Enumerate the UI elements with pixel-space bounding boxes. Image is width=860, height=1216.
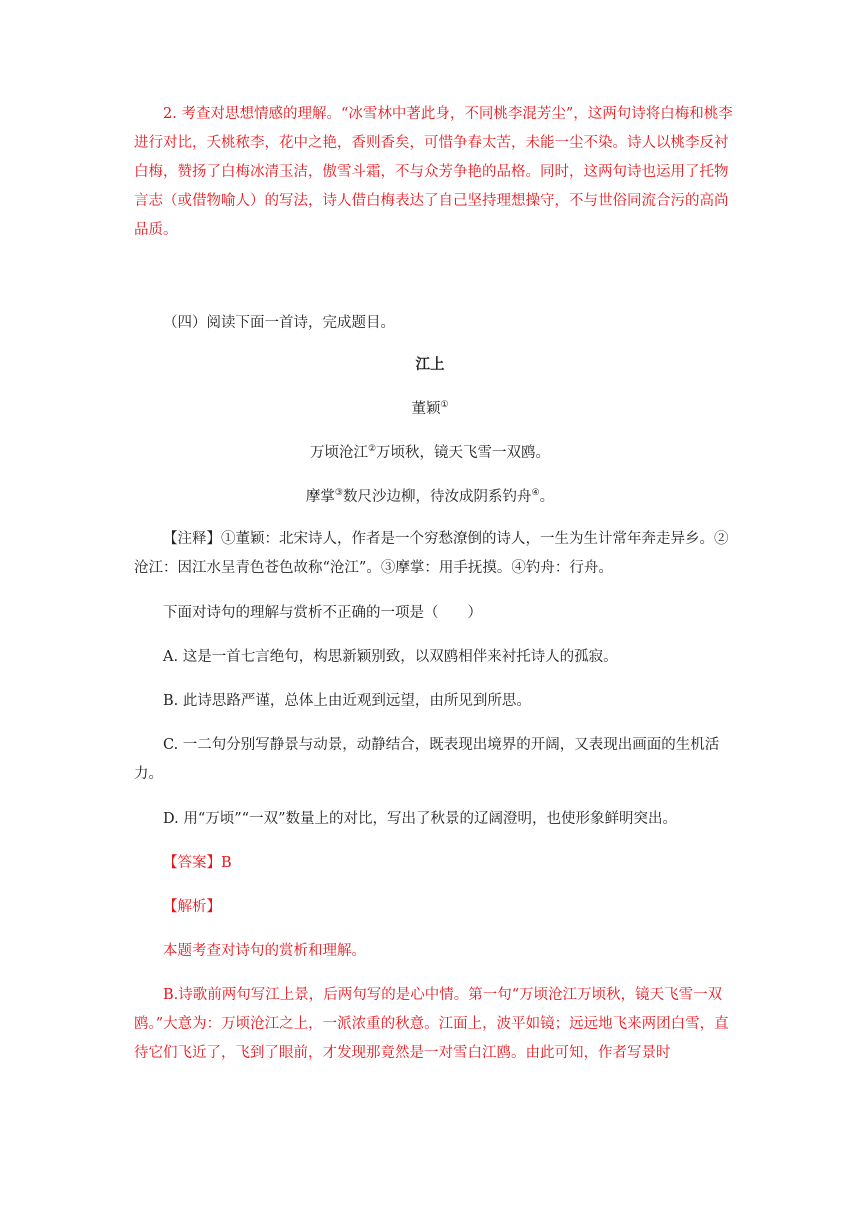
poem-line-1-part-b: 万顷秋，镜天飞雪一双鸥。: [376, 445, 551, 461]
poem-line-2-part-a: 摩掌: [305, 489, 335, 505]
poem-notes: 【注释】①董颖：北宋诗人，作者是一个穷愁潦倒的诗人，一生为生计常年奔走异乡。②沧江：因江水呈青色苍色故称“沧江”。③摩掌：用手抚摸。④钓舟：行舟。: [134, 531, 729, 576]
footnote-marker-2: ②: [367, 444, 377, 454]
option-c: C. 一二句分别写静景与动景，动静结合，既表现出境界的开阔，又表现出画面的生机活力。: [134, 737, 720, 782]
answer-value: B: [221, 855, 232, 871]
poem-line-1: [0, 441, 860, 465]
analysis-intro: 本题考查对诗句的赏析和理解。: [163, 943, 366, 959]
poem-line-1-part-a: 万顷沧江: [309, 445, 368, 461]
poem-line-2: [0, 485, 860, 509]
poem-author-name: 董颖: [411, 401, 441, 417]
option-b: B. 此诗思路严谨，总体上由近观到远望，由所见到所思。: [163, 693, 531, 709]
poem-author: [0, 397, 860, 421]
poem-title: 江上: [415, 356, 445, 373]
footnote-marker-4: ④: [531, 488, 540, 498]
footnote-marker-3: ③: [334, 488, 343, 498]
analysis-2-paragraph: 2. 考查对思想情感的理解。“冰雪林中著此身，不同桃李混芳尘”，这两句诗将白梅和桃李进行对比，夭桃秾李，花中之艳，香则香矣，可惜争春太苦，未能一尘不染。诗人以桃李反衬白梅，赞扬了白梅冰清玉洁，傲雪斗霜，不与众芳争艳的品格。同时，这两句诗也运用了托物言志（或借物喻人）的写法，诗人借白梅表达了自己坚持理想操守，不与世俗同流合污的高尚品质。: [134, 106, 733, 238]
answer-label: 【答案】: [163, 855, 221, 871]
answer-line: [134, 849, 734, 878]
analysis-option-b: B.诗歌前两句写江上景，后两句写的是心中情。第一句“万顷沧江万顷秋，镜天飞雪一双鸥。”大意为：万顷沧江之上，一派浓重的秋意。江面上，波平如镜；远远地飞来两团白雪，直待它们飞近了，飞到了眼前，才发现那竟然是一对雪白江鸥。由此可知，作者写景时: [134, 987, 729, 1061]
section-4-heading: （四）阅读下面一首诗，完成题目。: [163, 315, 395, 331]
question-stem: 下面对诗句的理解与赏析不正确的一项是（ ）: [163, 605, 482, 621]
option-a: A. 这是一首七言绝句，构思新颖别致，以双鸥相伴来衬托诗人的孤寂。: [163, 649, 618, 665]
poem-line-2-part-b: 数尺沙边柳，待汝成阴系钓舟: [343, 489, 532, 505]
analysis-label: 【解析】: [163, 899, 221, 915]
footnote-marker-1: ①: [440, 400, 449, 410]
poem-line-2-end: 。: [539, 489, 555, 505]
option-d: D. 用“万顷”“一双”数量上的对比，写出了秋景的辽阔澄明，也使形象鲜明突出。: [163, 811, 677, 827]
